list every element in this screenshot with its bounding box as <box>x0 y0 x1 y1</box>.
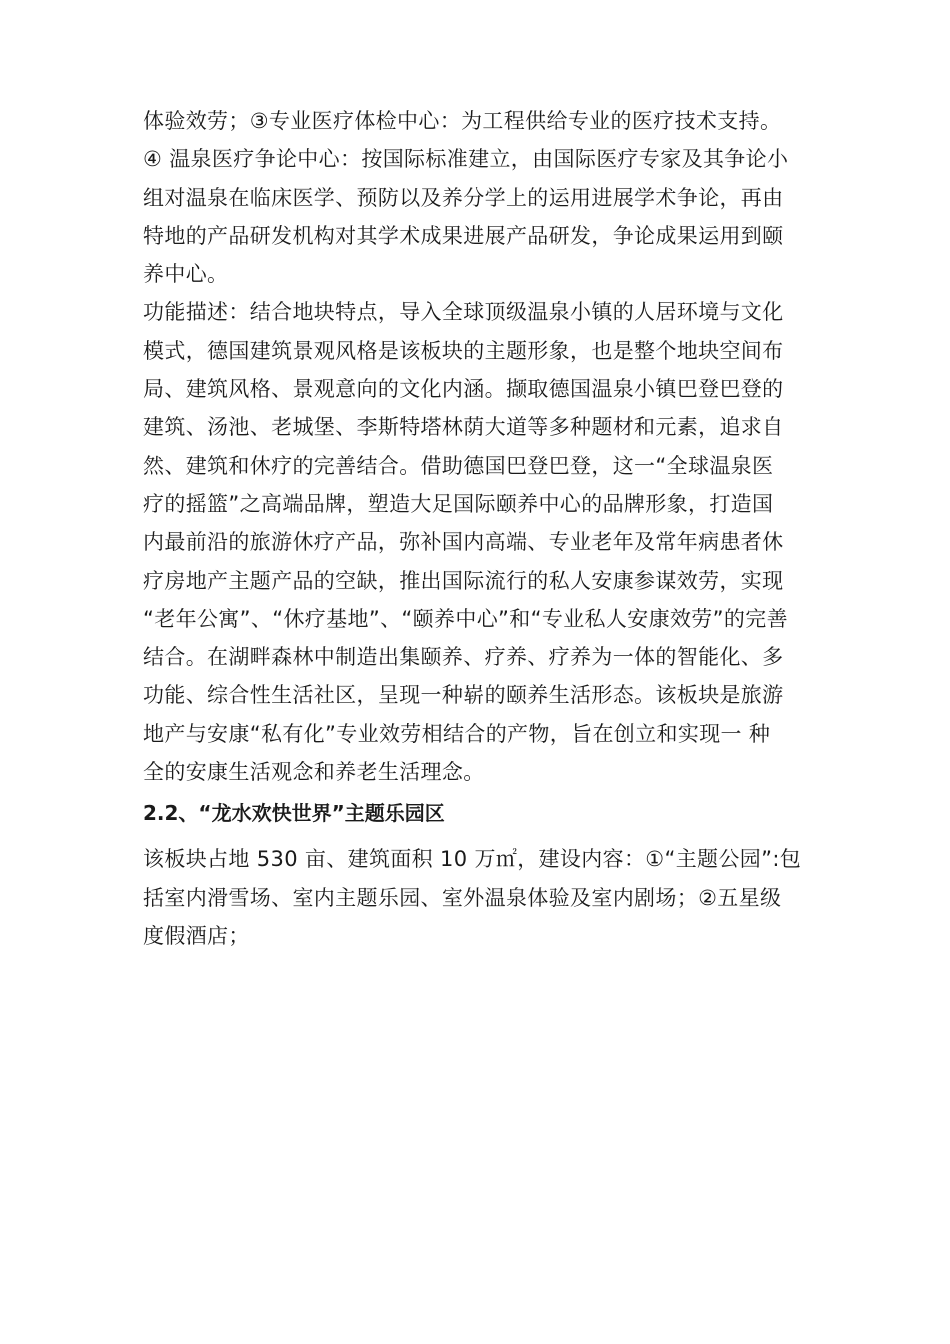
text-line: “老年公寓”、“休疗基地”、“颐养中心”和“专业私人安康效劳”的完善 <box>143 606 788 631</box>
text-line: 养中心。 <box>143 262 229 287</box>
paragraph-medical-center <box>143 102 815 293</box>
text-line: 疗的摇篮”之高端品牌，塑造大足国际颐养中心的品牌形象，打造国 <box>143 491 774 516</box>
text-line: 内最前沿的旅游休疗产品，弥补国内高端、专业老年及常年病患者休 <box>143 530 784 555</box>
text-line: 建筑、汤池、老城堡、李斯特塔林荫大道等多种题材和元素，追求自 <box>143 415 784 440</box>
text-line: 全的安康生活观念和养老生活理念。 <box>143 760 485 785</box>
text-line: 局、建筑风格、景观意向的文化内涵。撷取德国温泉小镇巴登巴登的 <box>143 377 784 402</box>
text-line: 疗房地产主题产品的空缺，推出国际流行的私人安康参谋效劳，实现 <box>143 568 784 593</box>
text-line: 括室内滑雪场、室内主题乐园、室外温泉体验及室内剧场；②五星级 <box>143 885 782 910</box>
text-line: 组对温泉在临床医学、预防以及养分学上的运用进展学术争论，再由 <box>143 185 784 210</box>
text-line: 体验效劳；③专业医疗体检中心：为工程供给专业的医疗技术支持。 <box>143 109 782 133</box>
text-line: 特地的产品研发机构对其学术成果进展产品研发，争论成果运用到颐 <box>143 223 784 248</box>
text-line: 地产与安康“私有化”专业效劳相结合的产物，旨在创立和实现一 种 <box>143 721 771 746</box>
document-body <box>143 102 815 955</box>
text-line: ④ 温泉医疗争论中心：按国际标准建立，由国际医疗专家及其争论小 <box>143 147 789 172</box>
text-line: 模式，德国建筑景观风格是该板块的主题形象，也是整个地块空间布 <box>143 338 784 363</box>
text-line: 然、建筑和休疗的完善结合。借助德国巴登巴登，这一“全球温泉医 <box>143 453 774 478</box>
text-line: 功能描述：结合地块特点，导入全球顶级温泉小镇的人居环境与文化 <box>143 300 784 325</box>
text-line: 结合。在湖畔森林中制造出集颐养、疗养、疗养为一体的智能化、多 <box>143 645 784 670</box>
text-line: 度假酒店； <box>143 923 250 948</box>
paragraph-function-description <box>143 293 815 791</box>
paragraph-theme-park <box>143 840 815 955</box>
text-line: 该板块占地 530 亩、建筑面积 10 万㎡，建设内容：①“主题公园”:包 <box>143 847 802 872</box>
section-heading: 2.2、“龙水欢快世界”主题乐园区 <box>143 801 445 826</box>
text-line: 功能、综合性生活社区，呈现一种崭的颐养生活形态。该板块是旅游 <box>143 683 784 708</box>
